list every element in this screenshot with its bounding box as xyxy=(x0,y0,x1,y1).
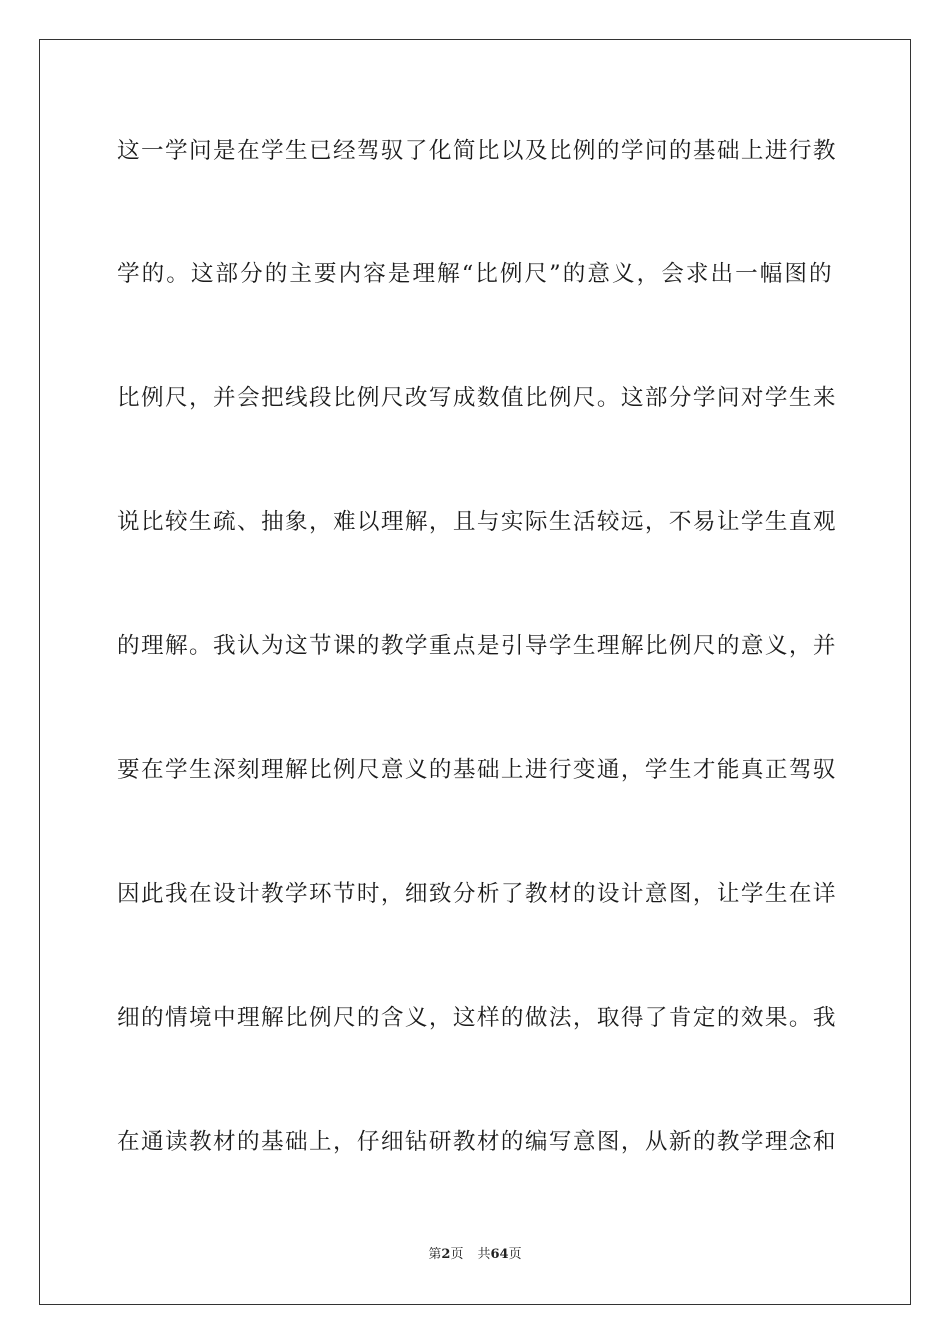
text-line: 这一学问是在学生已经驾驭了化简比以及比例的学问的基础上进行教 xyxy=(117,138,837,164)
text-line: 学的。这部分的主要内容是理解“比例尺”的意义，会求出一幅图的 xyxy=(117,261,833,287)
text-line: 因此我在设计教学环节时，细致分析了教材的设计意图，让学生在详 xyxy=(117,881,837,907)
page-suffix: 页 xyxy=(450,1247,464,1262)
total-pages: 64 xyxy=(490,1247,509,1262)
total-suffix: 页 xyxy=(508,1247,522,1262)
page-border xyxy=(39,39,911,1305)
page-prefix: 第 xyxy=(428,1247,442,1262)
text-line: 说比较生疏、抽象，难以理解，且与实际生活较远，不易让学生直观 xyxy=(117,509,837,535)
total-prefix: 共 xyxy=(477,1247,491,1262)
text-line: 细的情境中理解比例尺的含义，这样的做法，取得了肯定的效果。我 xyxy=(117,1005,837,1031)
text-line: 在通读教材的基础上，仔细钻研教材的编写意图，从新的教学理念和 xyxy=(117,1129,837,1155)
text-line: 的理解。我认为这节课的教学重点是引导学生理解比例尺的意义，并 xyxy=(117,633,837,659)
text-line: 比例尺，并会把线段比例尺改写成数值比例尺。这部分学问对学生来 xyxy=(117,385,837,411)
page-footer xyxy=(0,1246,950,1264)
page-number: 2 xyxy=(441,1247,451,1262)
text-line: 要在学生深刻理解比例尺意义的基础上进行变通，学生才能真正驾驭 xyxy=(117,757,837,783)
